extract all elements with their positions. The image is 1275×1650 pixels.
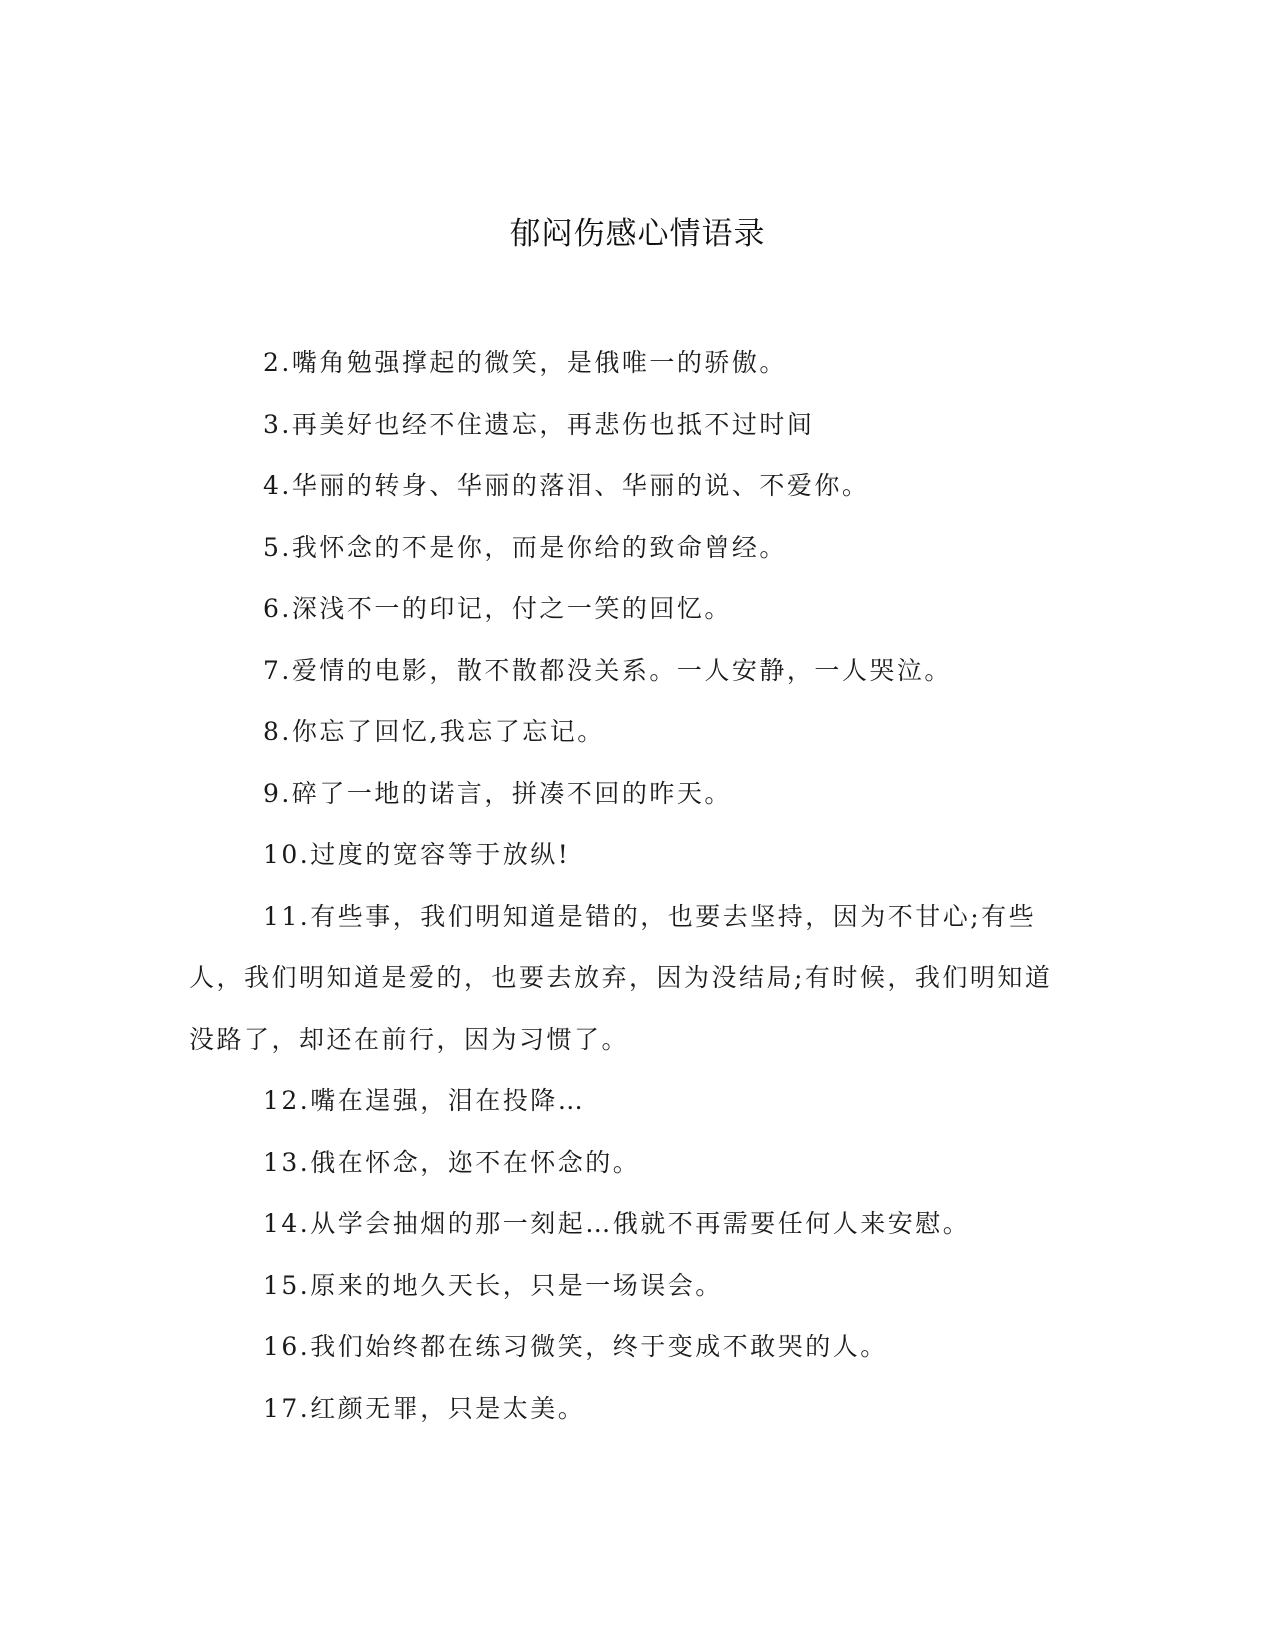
paragraph: 2.嘴角勉强撑起的微笑，是俄唯一的骄傲。 — [263, 348, 787, 377]
paragraph: 14.从学会抽烟的那一刻起…俄就不再需要任何人来安慰。 — [263, 1209, 971, 1238]
paragraph: 9.碎了一地的诺言，拼凑不回的昨天。 — [263, 778, 732, 808]
paragraph: 10.过度的宽容等于放纵! — [263, 840, 571, 869]
paragraph: 7.爱情的电影，散不散都没关系。一人安静，一人哭泣。 — [263, 655, 952, 685]
paragraph: 16.我们始终都在练习微笑，终于变成不敢哭的人。 — [263, 1332, 888, 1361]
paragraph: 17.红颜无罪，只是太美。 — [263, 1393, 586, 1423]
paragraph: 4.华丽的转身、华丽的落泪、华丽的说、不爱你。 — [263, 471, 870, 500]
document-title: 郁闷伤感心情语录 — [509, 216, 766, 252]
paragraph: 3.再美好也经不住遗忘，再悲伤也抵不过时间 — [263, 409, 815, 439]
paragraph: 15.原来的地久天长，只是一场误会。 — [263, 1270, 723, 1300]
paragraph: 6.深浅不一的印记，付之一笑的回忆。 — [263, 594, 732, 623]
document-body — [189, 332, 1069, 1439]
paragraph: 13.俄在怀念，迩不在怀念的。 — [263, 1147, 641, 1177]
paragraph: 11.有些事，我们明知道是错的，也要去坚持，因为不甘心;有些人，我们明知道是爱的，也要去放弃，因为没结局;有时候，我们明知道没路了，却还在前行，因为习惯了。 — [189, 901, 1053, 1054]
paragraph: 8.你忘了回忆,我忘了忘记。 — [263, 717, 605, 746]
paragraph: 5.我怀念的不是你，而是你给的致命曾经。 — [263, 532, 787, 562]
paragraph: 12.嘴在逞强，泪在投降… — [263, 1086, 586, 1115]
